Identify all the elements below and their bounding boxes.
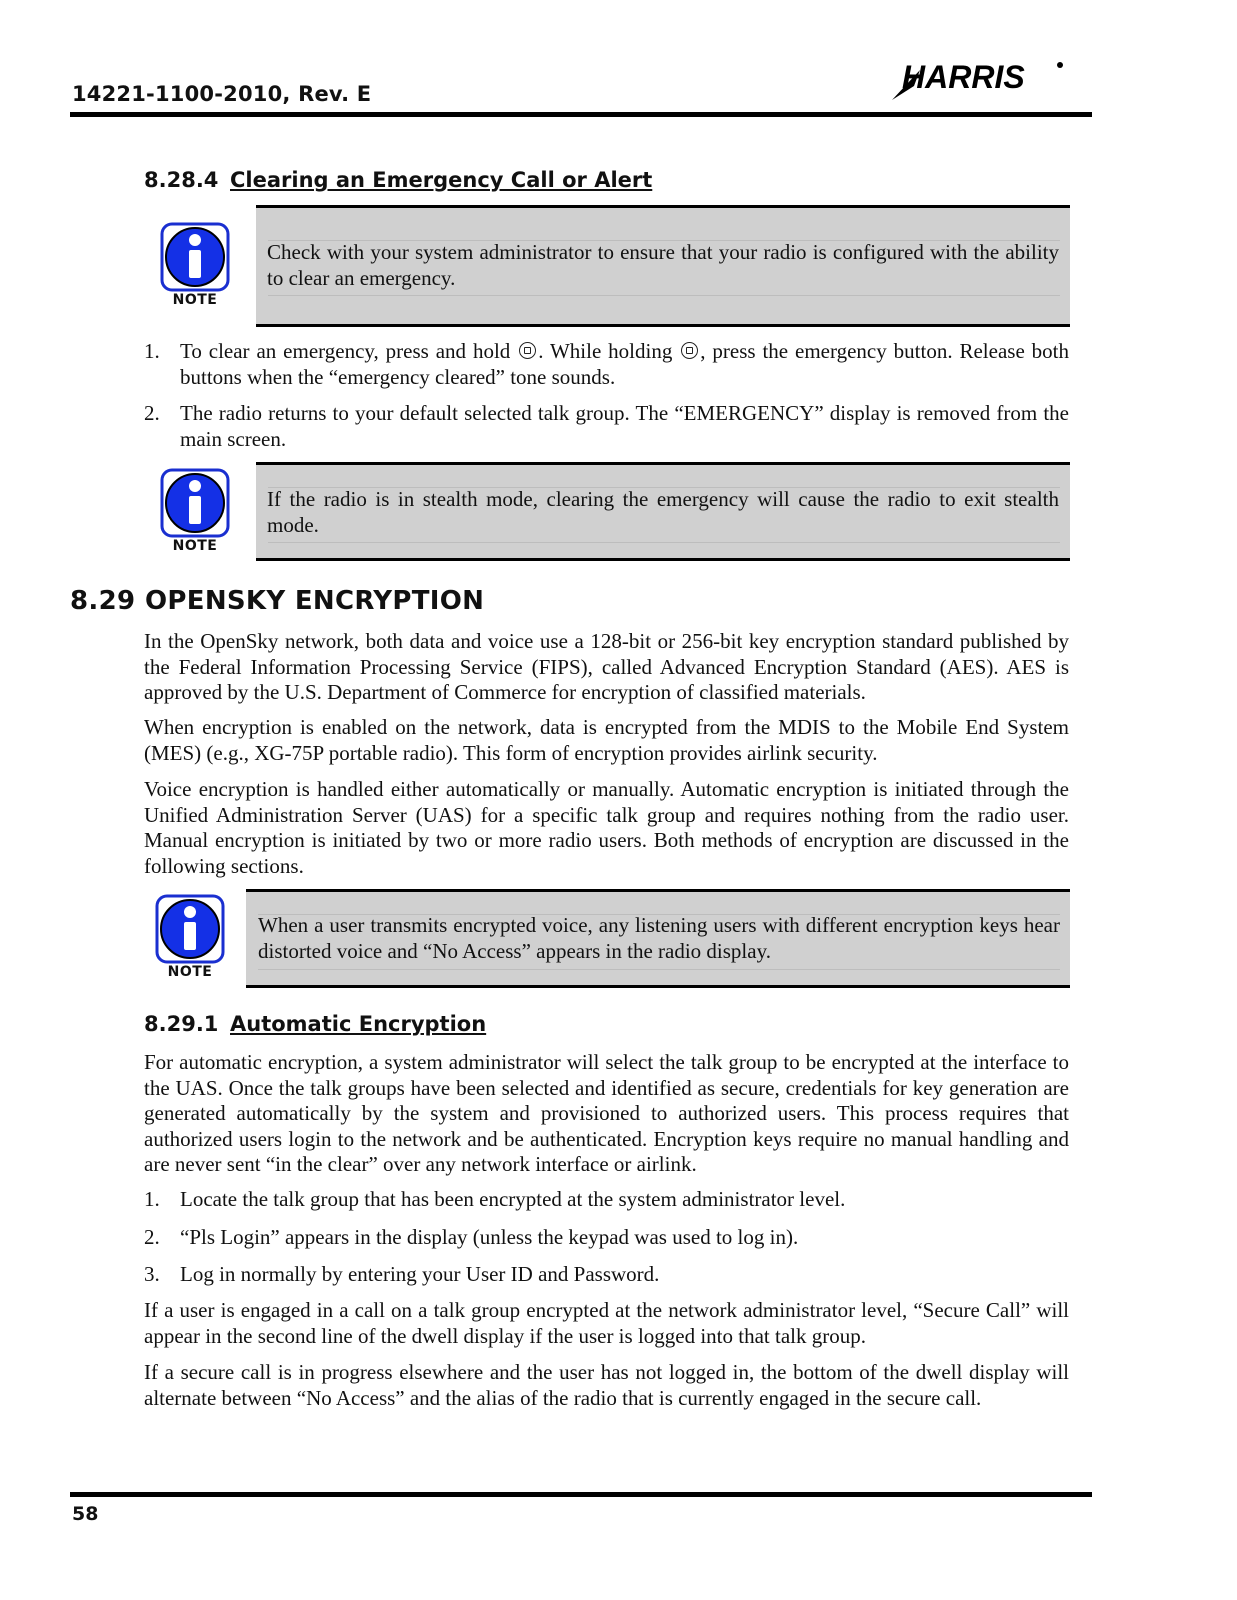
step-text-part: . While holding: [538, 339, 673, 363]
paragraph: Voice encryption is handled either automatically or manually. Automatic encryption is initiated through the Unified Administration Server (UAS) for a specific talk group and requires nothing from the radio user. Manual encryption is initiated by two or more radio users. Both methods of encryption are discussed in the following sections.: [144, 777, 1069, 878]
list-item: [144, 1262, 1069, 1288]
step-text: Locate the talk group that has been encrypted at the system administrator level.: [180, 1187, 846, 1211]
note-icon-1: [160, 222, 230, 312]
section-number: 8.28.4: [144, 168, 219, 192]
section-heading-8-29-1: [144, 1012, 486, 1036]
step-text-part: To clear an emergency, press and hold: [180, 339, 511, 363]
section-number: 8.29.1: [144, 1012, 219, 1036]
paragraph: In the OpenSky network, both data and voice use a 128-bit or 256-bit key encryption standard published by the Federal Information Processing Service (FIPS), called Advanced Encryption Standard (AES). AES is approved by the U.S. Department of Commerce for encryption of classified materials.: [144, 629, 1069, 704]
step-number: 1.: [144, 339, 160, 363]
option-key-icon: [519, 342, 536, 359]
step-number: 2.: [144, 1225, 160, 1249]
info-icon: [160, 468, 230, 538]
header-rule: [70, 112, 1092, 117]
list-item: [144, 339, 1069, 390]
section-title: OPENSKY ENCRYPTION: [145, 586, 485, 616]
list-item: [144, 401, 1069, 452]
step-text-part: , press the emergency button. Release both buttons when the “emergency cleared” tone sounds.: [180, 339, 1070, 389]
option-key-icon: [681, 342, 698, 359]
paragraph: For automatic encryption, a system administrator will select the talk group to be encrypted at the interface to the UAS. Once the talk groups have been selected and identified as secure, credentials for key generation are generated automatically by the system and provisioned to authorized users. This process requires that authorized users login to the network and be authenticated. Encryption keys require no manual handling and are never sent “in the clear” over any network interface or airlink.: [144, 1050, 1069, 1176]
info-icon: [155, 894, 225, 964]
step-number: 3.: [144, 1262, 160, 1286]
step-number: 2.: [144, 401, 160, 425]
section-title: Automatic Encryption: [230, 1012, 487, 1036]
step-text: “Pls Login” appears in the display (unless the keypad was used to log in).: [180, 1225, 799, 1249]
section-heading-8-29: [70, 586, 484, 616]
harris-logo: [880, 50, 1080, 110]
paragraph: If a user is engaged in a call on a talk group encrypted at the network administrator level, “Secure Call” will appear in the second line of the dwell display if the user is logged into that talk group.: [144, 1298, 1069, 1348]
paragraph: When encryption is enabled on the network, data is encrypted from the MDIS to the Mobile End System (MES) (e.g., XG-75P portable radio). This form of encryption provides airlink security.: [144, 715, 1069, 765]
list-item: [144, 1225, 1069, 1251]
document-id: 14221-1100-2010, Rev. E: [72, 82, 372, 106]
note-label: NOTE: [172, 538, 218, 554]
note-text-1: Check with your system administrator to ensure that your radio is configured with the ability to clear an emergency.: [267, 240, 1059, 290]
step-text: The radio returns to your default selected talk group. The “EMERGENCY” display is removed from the main screen.: [180, 401, 1069, 451]
note-icon-2: [160, 468, 230, 558]
note-icon-3: [155, 894, 225, 984]
svg-text:HARRIS: HARRIS: [902, 59, 1025, 95]
page-number: 58: [72, 1503, 99, 1525]
info-icon: [160, 222, 230, 292]
paragraph: If a secure call is in progress elsewhere and the user has not logged in, the bottom of the dwell display will alternate between “No Access” and the alias of the radio that is currently engaged in the secure call.: [144, 1360, 1069, 1410]
step-text: Log in normally by entering your User ID and Password.: [180, 1262, 660, 1286]
section-title: Clearing an Emergency Call or Alert: [230, 168, 653, 192]
note-label: NOTE: [172, 292, 218, 308]
note-text-3: When a user transmits encrypted voice, any listening users with different encryption keys hear distorted voice and “No Access” appears in the radio display.: [258, 913, 1060, 963]
section-number: 8.29: [70, 586, 136, 616]
note-text-2: If the radio is in stealth mode, clearing the emergency will cause the radio to exit stealth mode.: [267, 487, 1059, 537]
step-number: 1.: [144, 1187, 160, 1211]
footer-rule: [70, 1492, 1092, 1497]
list-item: [144, 1187, 1069, 1213]
section-heading-8-28-4: [144, 168, 652, 192]
note-label: NOTE: [167, 964, 213, 980]
